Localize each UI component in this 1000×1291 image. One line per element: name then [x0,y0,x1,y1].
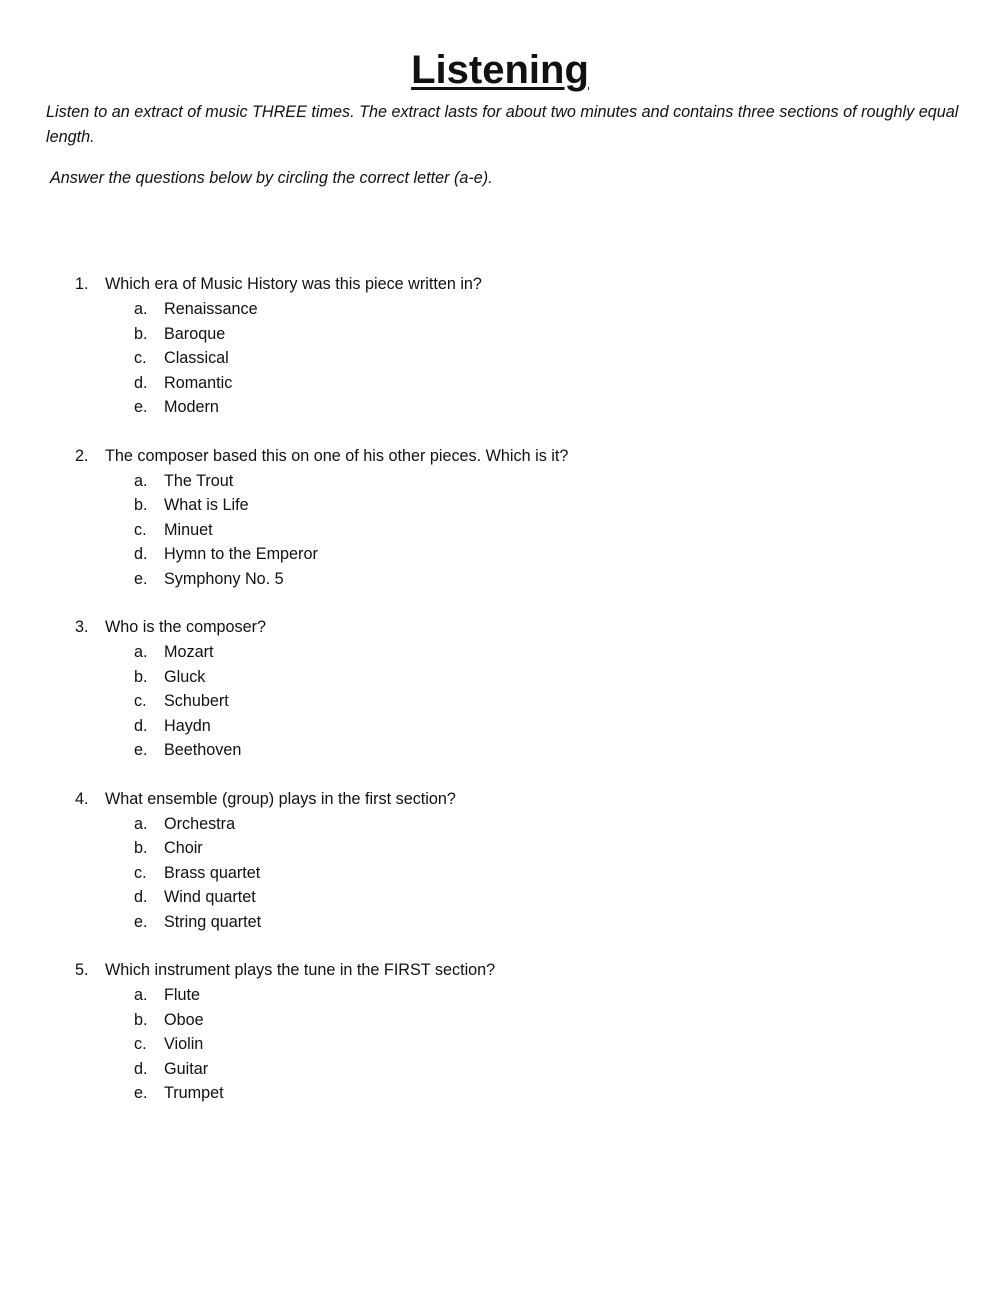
option-c[interactable] [0,1032,1000,1057]
option-text: String quartet [164,912,262,931]
option-letter: c. [134,1035,147,1053]
option-text: Oboe [164,1010,204,1029]
option-e[interactable] [0,567,1000,592]
question-1 [0,272,1000,420]
option-e[interactable] [0,1081,1000,1106]
option-letter: d. [134,888,148,906]
option-text: Mozart [164,643,214,661]
option-text: Symphony No. 5 [164,569,284,588]
question-number: 1. [75,275,89,293]
option-text: Baroque [164,324,226,343]
intro-text: Listen to an extract of music THREE times. The extract lasts for about two minutes and contains three sections of roughly equal length. [46,103,959,146]
option-text: Schubert [164,692,229,710]
option-a[interactable] [0,469,1000,494]
option-text: Orchestra [164,814,236,833]
option-letter: d. [134,1059,148,1078]
option-letter: c. [134,349,147,367]
option-letter: c. [134,692,147,710]
question-line [0,444,1000,469]
option-letter: e. [134,1084,148,1102]
option-d[interactable] [0,371,1000,396]
question-number: 4. [75,789,89,808]
option-d[interactable] [0,542,1000,567]
option-e[interactable] [0,738,1000,763]
option-letter: d. [134,373,148,392]
option-text: Romantic [164,373,233,392]
option-a[interactable] [0,297,1000,322]
option-b[interactable] [0,665,1000,690]
option-letter: e. [134,398,148,416]
question-line [0,615,1000,640]
question-line [0,958,1000,983]
option-text: Beethoven [164,741,242,759]
option-letter: a. [134,643,148,661]
option-list [0,297,1000,420]
option-letter: a. [134,471,148,490]
question-text: What ensemble (group) plays in the first section? [105,789,456,808]
option-letter: b. [134,839,148,857]
option-list [0,640,1000,763]
question-5 [0,958,1000,1106]
option-text: Wind quartet [164,888,256,906]
option-d[interactable] [0,714,1000,739]
option-text: Trumpet [164,1084,224,1102]
page-title: Listening [411,48,589,92]
option-list [0,983,1000,1106]
option-b[interactable] [0,493,1000,518]
option-c[interactable] [0,346,1000,371]
instruction-text: Answer the questions below by circling the correct letter (a-e). [50,169,493,187]
option-text: Classical [164,349,229,367]
option-letter: d. [134,545,148,563]
question-text: Which instrument plays the tune in the FIRST section? [105,961,496,979]
option-d[interactable] [0,885,1000,910]
option-a[interactable] [0,983,1000,1008]
option-a[interactable] [0,812,1000,837]
option-text: Guitar [164,1059,209,1078]
option-b[interactable] [0,836,1000,861]
option-letter: a. [134,986,148,1004]
option-d[interactable] [0,1057,1000,1082]
option-c[interactable] [0,518,1000,543]
option-b[interactable] [0,322,1000,347]
option-letter: e. [134,741,148,759]
option-text: Flute [164,986,200,1004]
option-letter: e. [134,569,148,588]
question-2 [0,444,1000,592]
option-text: What is Life [164,496,249,514]
option-text: Violin [164,1035,204,1053]
option-letter: c. [134,520,147,539]
option-letter: b. [134,496,148,514]
question-text: Who is the composer? [105,618,267,636]
option-text: Renaissance [164,300,258,318]
option-text: Choir [164,839,203,857]
option-text: Gluck [164,667,206,686]
option-text: Hymn to the Emperor [164,545,318,563]
option-letter: d. [134,716,148,735]
option-c[interactable] [0,689,1000,714]
option-e[interactable] [0,395,1000,420]
option-text: The Trout [164,471,234,490]
option-letter: b. [134,1010,148,1029]
question-line [0,787,1000,812]
option-letter: a. [134,814,148,833]
option-letter: b. [134,324,148,343]
question-text: Which era of Music History was this piece written in? [105,275,482,293]
option-text: Brass quartet [164,863,261,882]
question-4 [0,787,1000,935]
option-list [0,812,1000,935]
option-list [0,469,1000,592]
question-number: 3. [75,618,89,636]
question-number: 2. [75,446,89,465]
question-number: 5. [75,961,89,979]
question-3 [0,615,1000,763]
option-c[interactable] [0,861,1000,886]
option-text: Modern [164,398,219,416]
option-b[interactable] [0,1008,1000,1033]
option-a[interactable] [0,640,1000,665]
option-letter: c. [134,863,147,882]
option-letter: e. [134,912,148,931]
question-list [0,272,1000,1130]
question-line [0,272,1000,297]
option-e[interactable] [0,910,1000,935]
option-letter: b. [134,667,148,686]
question-text: The composer based this on one of his other pieces. Which is it? [105,446,569,465]
option-text: Haydn [164,716,211,735]
option-letter: a. [134,300,148,318]
option-text: Minuet [164,520,213,539]
